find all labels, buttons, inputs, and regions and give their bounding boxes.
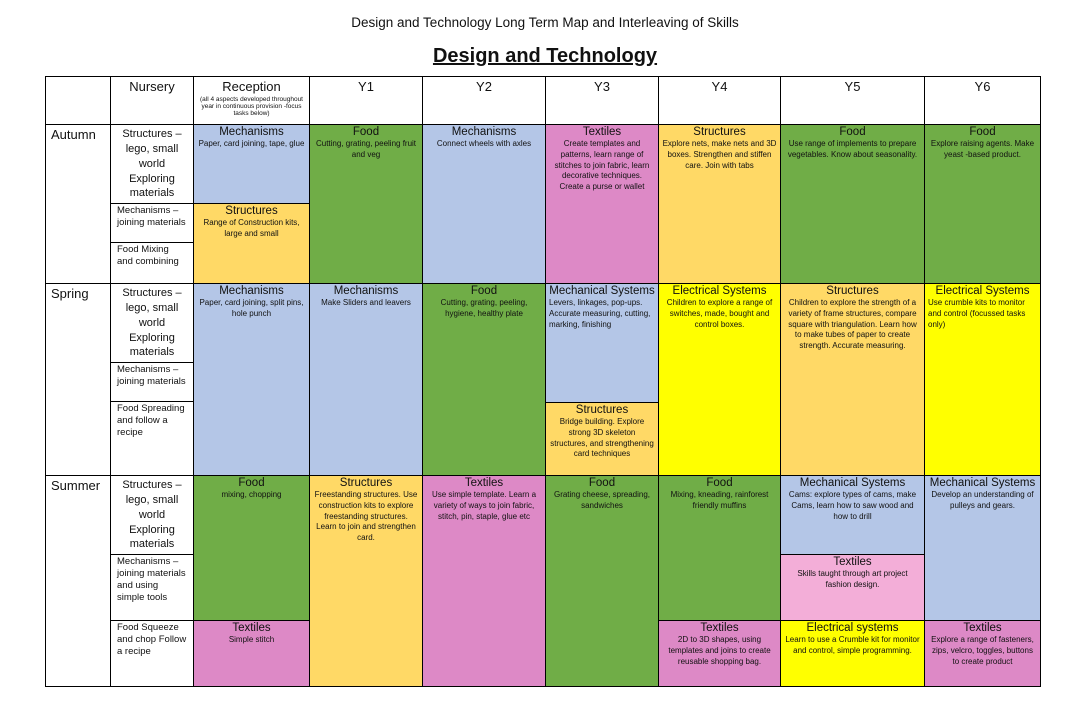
summer-reception-food: Food mixing, chopping	[193, 475, 310, 621]
page-title: Design and Technology	[432, 45, 658, 67]
header-y5: Y5	[780, 76, 925, 125]
summer-reception-textiles: Textiles Simple stitch	[193, 620, 310, 687]
autumn-reception-mechanisms: Mechanisms Paper, card joining, tape, glue	[193, 124, 310, 204]
header-nursery: Nursery	[110, 76, 194, 125]
header-y3: Y3	[545, 76, 659, 125]
spring-y4-electrical-systems: Electrical Systems Children to explore a range of switches, made, bought and control boxes.	[658, 283, 781, 476]
summer-y4-food: Food Mixing, kneading, rainforest friendly muffins	[658, 475, 781, 621]
header-y6: Y6	[924, 76, 1041, 125]
reception-note: (all 4 aspects developed throughout year in continuous provision -focus tasks below)	[200, 95, 303, 118]
spring-y5-structures: Structures Children to explore the strength of a variety of frame structures, compare square with triangulation. Learn how to make tubes of paper to create strength. Accurate measuring.	[780, 283, 925, 476]
summer-y1-structures: Structures Freestanding structures. Use construction kits to explore freestanding structures. Learn to join and strengthen card.	[309, 475, 423, 687]
spring-y3-mechanical-systems: Mechanical Systems Levers, linkages, pop-ups. Accurate measuring, cutting, marking, finishing	[545, 283, 659, 403]
spring-y6-electrical-systems: Electrical Systems Use crumble kits to monitor and control (focussed tasks only)	[924, 283, 1041, 476]
summer-y5-textiles: Textiles Skills taught through art project fashion design.	[780, 554, 925, 621]
summer-y5-mechanical-systems: Mechanical Systems Cams: explore types of cams, make Cams, learn how to saw wood and how to drill	[780, 475, 925, 555]
summer-y6-mechanical-systems: Mechanical Systems Develop an understanding of pulleys and gears.	[924, 475, 1041, 621]
autumn-reception-structures: Structures Range of Construction kits, large and small	[193, 203, 310, 284]
spring-reception-mechanisms: Mechanisms Paper, card joining, split pins, hole punch	[193, 283, 310, 476]
nursery-spring-structures: Structures – lego, small world Exploring materials	[110, 283, 194, 363]
header-reception: Reception (all 4 aspects developed throughout year in continuous provision -focus tasks below)	[193, 76, 310, 125]
nursery-spring-food: Food Spreading and follow a recipe	[110, 401, 194, 476]
autumn-y6-food: Food Explore raising agents. Make yeast -based product.	[924, 124, 1041, 284]
autumn-y5-food: Food Use range of implements to prepare vegetables. Know about seasonality.	[780, 124, 925, 284]
header-y2: Y2	[422, 76, 546, 125]
spring-y2-food: Food Cutting, grating, peeling, hygiene, healthy plate	[422, 283, 546, 476]
spring-y3-structures: Structures Bridge building. Explore strong 3D skeleton structures, and strengthening card techniques	[545, 402, 659, 476]
spring-y1-mechanisms: Mechanisms Make Sliders and leavers	[309, 283, 423, 476]
nursery-autumn-structures: Structures – lego, small world Exploring materials	[110, 124, 194, 204]
nursery-spring-mechanisms: Mechanisms – joining materials	[110, 362, 194, 402]
nursery-summer-mechanisms: Mechanisms – joining materials and using simple tools	[110, 554, 194, 621]
autumn-y4-structures: Structures Explore nets, make nets and 3D boxes. Strengthen and stiffen care. Join with tabs	[658, 124, 781, 284]
header-y4: Y4	[658, 76, 781, 125]
nursery-autumn-mechanisms: Mechanisms – joining materials	[110, 203, 194, 243]
nursery-summer-food: Food Squeeze and chop Follow a recipe	[110, 620, 194, 687]
document-header: Design and Technology Long Term Map and Interleaving of Skills	[351, 15, 739, 30]
summer-y6-textiles: Textiles Explore a range of fasteners, zips, velcro, toggles, buttons to create product	[924, 620, 1041, 687]
term-spring: Spring	[45, 283, 111, 476]
header-y1: Y1	[309, 76, 423, 125]
summer-y4-textiles: Textiles 2D to 3D shapes, using templates and joins to create reusable shopping bag.	[658, 620, 781, 687]
summer-y2-textiles: Textiles Use simple template. Learn a variety of ways to join fabric, stitch, pin, staple, glue etc	[422, 475, 546, 687]
nursery-autumn-food: Food Mixing and combining	[110, 242, 194, 284]
autumn-y3-textiles: Textiles Create templates and patterns, learn range of stitches to join fabric, learn decorative techniques. Create a purse or wallet	[545, 124, 659, 284]
term-summer: Summer	[45, 475, 111, 687]
autumn-y1-food: Food Cutting, grating, peeling fruit and veg	[309, 124, 423, 284]
summer-y3-food: Food Grating cheese, spreading, sandwiches	[545, 475, 659, 687]
nursery-summer-structures: Structures – lego, small world Exploring materials	[110, 475, 194, 555]
autumn-y2-mechanisms: Mechanisms Connect wheels with axles	[422, 124, 546, 284]
header-blank	[45, 76, 111, 125]
term-autumn: Autumn	[45, 124, 111, 284]
summer-y5-electrical-systems: Electrical systems Learn to use a Crumble kit for monitor and control, simple programming.	[780, 620, 925, 687]
